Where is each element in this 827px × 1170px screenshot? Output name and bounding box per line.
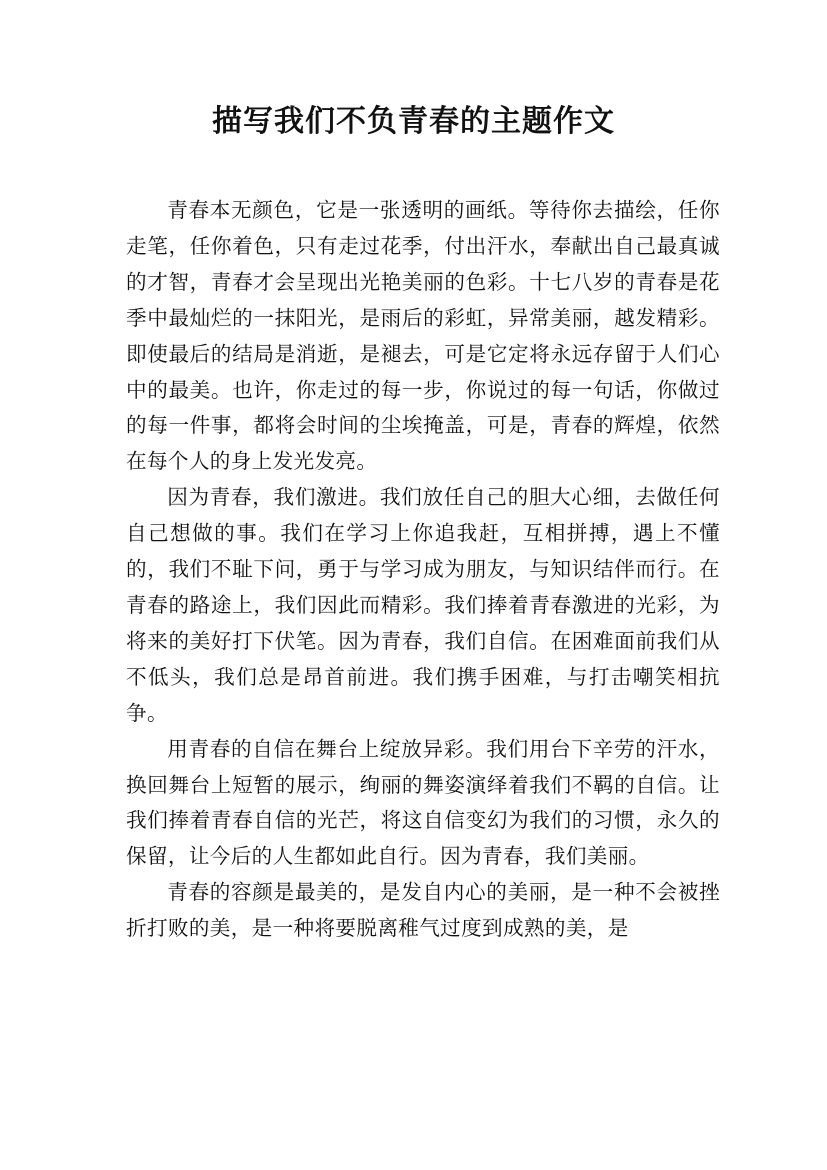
- paragraph-3: 用青春的自信在舞台上绽放异彩。我们用台下辛劳的汗水，换回舞台上短暂的展示，绚丽的舞姿演绎着我们不羁的自信。让我们捧着青春自信的光芒，将这自信变幻为我们的习惯，永久的保留，让今后的人生都如此自行。因为青春，我们美丽。: [126, 736, 720, 869]
- paragraph-4: 青春的容颜是最美的，是发自内心的美丽，是一种不会被挫折打败的美，是一种将要脱离稚气过度到成熟的美，是: [126, 880, 720, 941]
- document-body: [126, 193, 720, 947]
- paragraph-1: 青春本无颜色，它是一张透明的画纸。等待你去描绘，任你走笔，任你着色，只有走过花季，付出汗水，奉献出自己最真诚的才智，青春才会呈现出光艳美丽的色彩。十七八岁的青春是花季中最灿烂的一抹阳光，是雨后的彩虹，异常美丽，越发精彩。即使最后的结局是消逝，是褪去，可是它定将永远存留于人们心中的最美。也许，你走过的每一步，你说过的每一句话，你做过的每一件事，都将会时间的尘埃掩盖，可是，青春的辉煌，依然在每个人的身上发光发亮。: [126, 198, 720, 474]
- document-title: 描写我们不负青春的主题作文: [212, 104, 615, 139]
- paragraph-2: 因为青春，我们激进。我们放任自己的胆大心细，去做任何自己想做的事。我们在学习上你追我赶，互相拼搏，遇上不懂的，我们不耻下问，勇于与学习成为朋友，与知识结伴而行。在青春的路途上，我们因此而精彩。我们捧着青春激进的光彩，为将来的美好打下伏笔。因为青春，我们自信。在困难面前我们从不低头，我们总是昂首前进。我们携手困难，与打击嘲笑相抗争。: [126, 485, 720, 725]
